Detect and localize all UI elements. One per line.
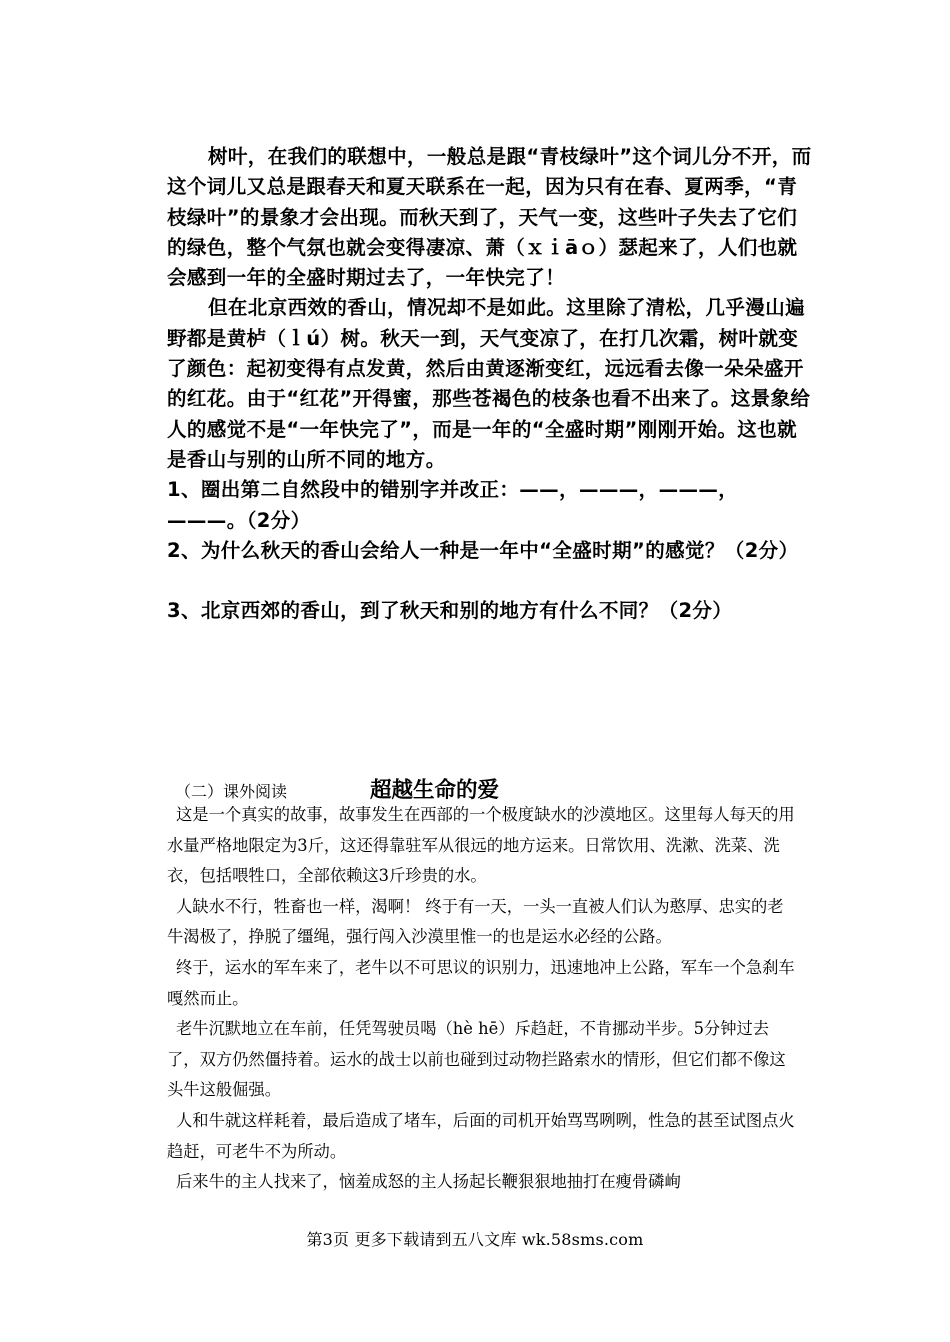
reading-passage-section-1 — [167, 142, 815, 626]
passage-paragraph-2: 但在北京西效的香山，情况却不是如此。这里除了清松，几乎漫山遍野都是黄栌（ｌú）树。秋天一到，天气变凉了，在打几次霜，树叶就变了颜色：起初变得有点发黄，然后由黄逐渐变红，远远看去像一朵朵盛开的红花。由于“红花”开得蜜，那些苍褐色的枝条也看不出来了。这景象给人的感觉不是“一年快完了”，而是一年的“全盛时期”刚刚开始。这也就是香山与别的山所不同的地方。 — [167, 296, 811, 471]
section-label: （二）课外阅读 — [175, 782, 288, 801]
story-paragraph-4: 老牛沉默地立在车前，任凭驾驶员喝（hè hē）斥趋赶，不肯挪动半步。5分钟过去了，双方仍然僵持着。运水的战士以前也碰到过动物拦路索水的情形，但它们都不像这头牛这般倔强。 — [167, 1019, 786, 1100]
story-paragraph-5: 人和牛就这样耗着，最后造成了堵车，后面的司机开始骂骂咧咧，性急的甚至试图点火趋赶，可老牛不为所动。 — [167, 1110, 795, 1161]
story-paragraph-3: 终于，运水的军车来了，老牛以不可思议的识别力，迅速地冲上公路，军车一个急刹车嘎然而止。 — [167, 957, 795, 1008]
story-paragraph-2: 人缺水不行，牲畜也一样，渴啊！ 终于有一天，一头一直被人们认为憨厚、忠实的老牛渴极了，挣脱了缰绳，强行闯入沙漠里惟一的也是运水必经的公路。 — [167, 896, 784, 947]
story-paragraph-6: 后来牛的主人找来了，恼羞成怒的主人扬起长鞭狠狠地抽打在瘦骨磷峋 — [176, 1172, 681, 1192]
story-paragraph-1: 这是一个真实的故事，故事发生在西部的一个极度缺水的沙漠地区。这里每人每天的用水量严格地限定为3斤，这还得靠驻军从很远的地方运来。日常饮用、洗漱、洗菜、洗衣，包括喂牲口，全部依赖这3斤珍贵的水。 — [167, 805, 795, 886]
reading-passage-section-2 — [167, 800, 797, 1198]
page-footer: 第3页 更多下载请到五八文库 wk.58sms.com — [306, 1230, 644, 1249]
story-title: 超越生命的爱 — [370, 778, 500, 803]
question-3: 3、北京西郊的香山，到了秋天和别的地方有什么不同？（2分） — [167, 599, 733, 623]
question-1: 1、圈出第二自然段中的错别字并改正：——，———，———，———。（2分） — [167, 478, 739, 532]
question-2: 2、为什么秋天的香山会给人一种是一年中“全盛时期”的感觉？（2分） — [167, 538, 799, 562]
passage-paragraph-1: 树叶，在我们的联想中，一般总是跟“青枝绿叶”这个词儿分不开，而这个词儿又总是跟春天和夏天联系在一起，因为只有在春、夏两季，“青枝绿叶”的景象才会出现。而秋天到了，天气一变，这些叶子失去了它们的绿色，整个气氛也就会变得凄凉、萧（ｘｉāｏ）瑟起来了，人们也就会感到一年的全盛时期过去了，一年快完了！ — [167, 145, 812, 290]
